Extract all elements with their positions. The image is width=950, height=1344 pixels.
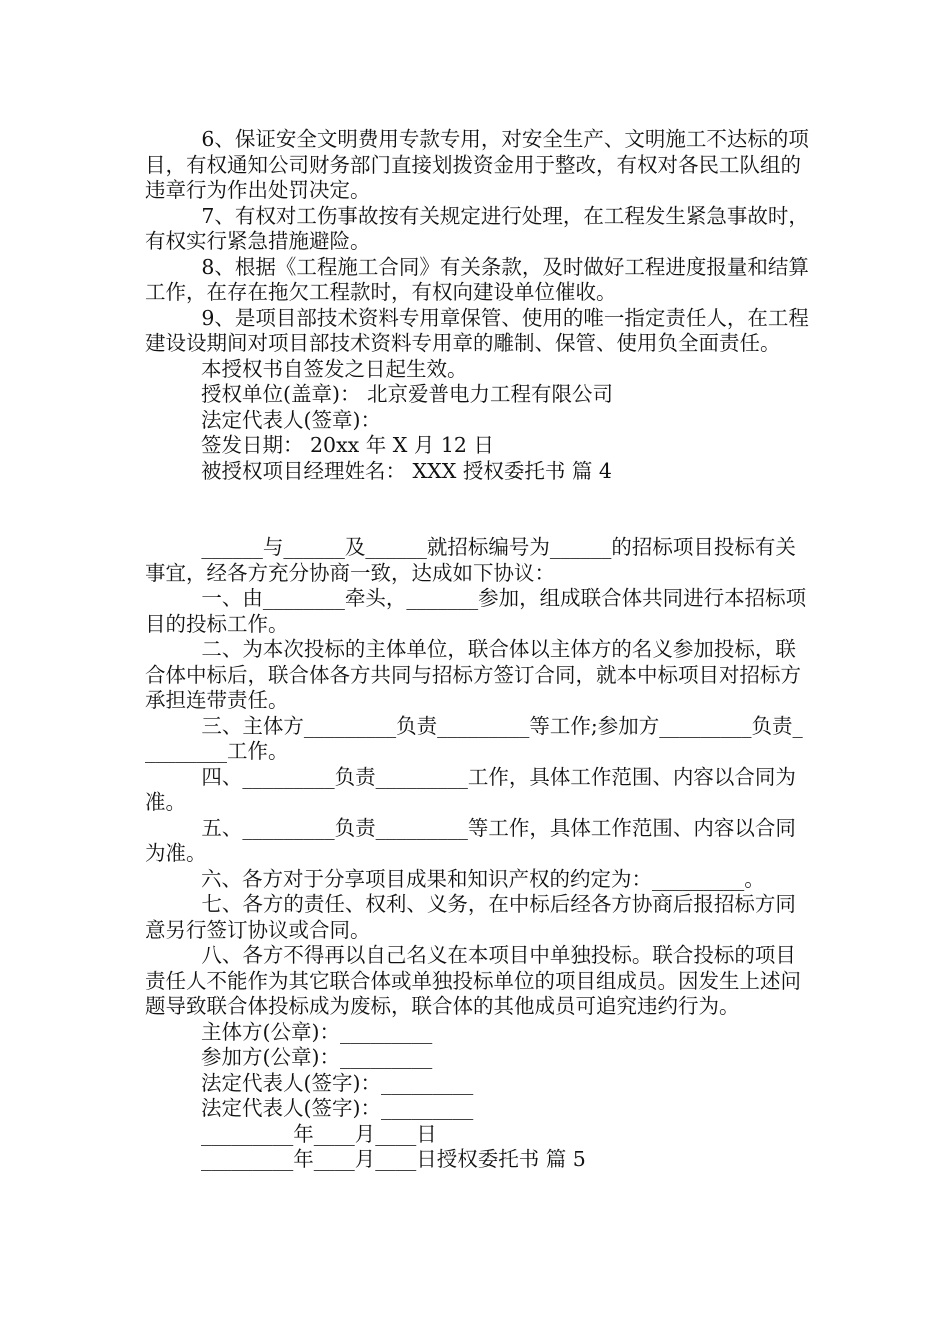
legal-rep-line: 法定代表人(签章)： <box>201 407 381 432</box>
sign-participant: 参加方(公章)：_________ <box>201 1045 433 1069</box>
agreement-item-4: 四、_________负责_________工作，具体工作范围、内容以合同为准。 <box>145 764 796 814</box>
clause-6: 6、保证安全文明费用专款专用，对安全生产、文明施工不达标的项目，有权通知公司财务部门直接划拨资金用于整改，有权对各民工队组的违章行为作出处罚决定。 <box>145 127 809 202</box>
agreement-item-3: 三、主体方_________负责_________等工作;参加方_________负责_________工作。 <box>145 713 803 763</box>
sign-legal-rep-2: 法定代表人(签字)：_________ <box>201 1096 474 1120</box>
agreement-item-6: 六、各方对于分享项目成果和知识产权的约定为：_________。 <box>201 866 765 891</box>
agreement-item-8: 八、各方不得再以自己名义在本项目中单独投标。联合投标的项目责任人不能作为其它联合体或单独投标单位的项目组成员。因发生上述问题导致联合体投标成为废标，联合体的其他成员可追究违约行为。 <box>145 943 801 1018</box>
sign-date-2: _________年____月____日授权委托书 篇 5 <box>201 1147 586 1171</box>
agreement-item-5: 五、_________负责_________等工作，具体工作范围、内容以合同为准。 <box>145 815 796 865</box>
clause-7: 7、有权对工伤事故按有关规定进行处理，在工程发生紧急事故时，有权实行紧急措施避险。 <box>145 203 809 253</box>
clause-8: 8、根据《工程施工合同》有关条款，及时做好工程进度报量和结算工作，在存在拖欠工程款时，有权向建设单位催收。 <box>145 254 809 304</box>
section-gap <box>145 484 810 535</box>
agreement-item-7: 七、各方的责任、权利、义务，在中标后经各方协商后报招标方同意另行签订协议或合同。 <box>145 892 796 942</box>
effective-statement: 本授权书自签发之日起生效。 <box>201 356 468 381</box>
clause-9: 9、是项目部技术资料专用章保管、使用的唯一指定责任人，在工程建设设期间对项目部技术资料专用章的雕制、保管、使用负全面责任。 <box>145 305 809 355</box>
grantee-line: 被授权项目经理姓名： XXX 授权委托书 篇 4 <box>201 458 612 483</box>
agreement-item-2: 二、为本次投标的主体单位，联合体以主体方的名义参加投标，联合体中标后，联合体各方共同与招标方签订合同，就本中标项目对招标方承担连带责任。 <box>145 637 801 712</box>
sign-legal-rep-1: 法定代表人(签字)：_________ <box>201 1070 474 1095</box>
sign-date-1: _________年____月____日 <box>201 1121 437 1146</box>
document-body <box>145 127 810 1173</box>
issue-date-line: 签发日期： 20xx 年 X 月 12 日 <box>201 433 494 457</box>
agreement-item-1: 一、由________牵头，_______参加，组成联合体共同进行本招标项目的投标工作。 <box>145 586 807 636</box>
grantor-line: 授权单位(盖章)： 北京爱普电力工程有限公司 <box>201 382 614 406</box>
sign-main-party: 主体方(公章)：_________ <box>201 1019 433 1044</box>
agreement-intro: ______与______及______就招标编号为______的招标项目投标有关事宜，经各方充分协商一致，达成如下协议： <box>145 535 796 585</box>
